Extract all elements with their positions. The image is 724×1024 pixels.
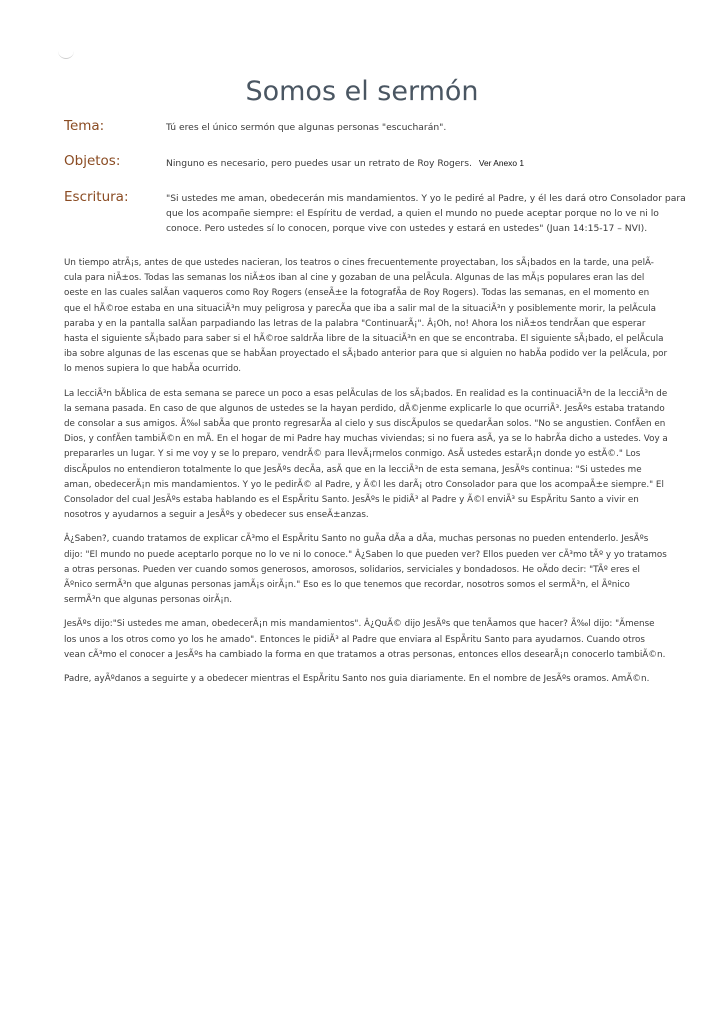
escritura-value: "Si ustedes me aman, obedecerán mis mandamientos. Y yo le pediré al Padre, y él les dará otro Consolador para que los acompañe siempre: el Espíritu de verdad, a quien el mundo no puede aceptar porque no lo ve ni lo conoce. Pero ustedes sí lo conocen, porque vive con ustedes y estará en ustedes" (Juan 14:15-17 – NVI). bbox=[166, 193, 686, 234]
escritura-label: Escritura: bbox=[64, 189, 129, 205]
paragraph: JesÃºs dijo:"Si ustedes me aman, obedecerÃ¡n mis mandamientos". Â¿QuÃ© dijo JesÃºs que tenÃamos que hacer? Ã‰l dijo: "Ãmense los unos a los otros como yo los he amado". Entonces le pidiÃ³ al Padre que enviara al EspÃritu Santo para ayudarnos. Cuando otros vean cÃ³mo el conocer a JesÃºs ha cambiado la forma en que tratamos a otras personas, entonces ellos desearÃ¡n conocerlo tambiÃ©n. bbox=[64, 619, 666, 660]
tema-label: Tema: bbox=[64, 118, 105, 134]
objetos-row bbox=[166, 156, 686, 171]
paragraph: Padre, ayÃºdanos a seguirte y a obedecer mientras el EspÃritu Santo nos guia diariamente. En el nombre de JesÃºs oramos. AmÃ©n. bbox=[64, 674, 650, 685]
paragraph: Â¿Saben?, cuando tratamos de explicar cÃ³mo el EspÃritu Santo no guÃa dÃa a dÃa, muchas personas no pueden entenderlo. JesÃºs dijo: "El mundo no puede aceptarlo porque no lo ve ni lo conoce." Â¿Saben lo que pueden ver? Ellos pueden ver cÃ³mo tÃº y yo tratamos a otras personas. Pueden ver cuando somos generosos, amorosos, solidarios, serviciales y bondadosos. He oÃdo decir: "TÃº eres el Ãºnico sermÃ³n que algunas personas jamÃ¡s oirÃ¡n." Eso es lo que tenemos que recordar, nosotros somos el sermÃ³n, el Ãºnico sermÃ³n que algunas personas oirÃ¡n. bbox=[64, 534, 667, 606]
objetos-value: Ninguno es necesario, pero puedes usar un retrato de Roy Rogers. bbox=[166, 158, 472, 169]
tema-value: Tú eres el único sermón que algunas personas "escucharán". bbox=[166, 122, 447, 133]
paragraph: La lecciÃ³n bÃblica de esta semana se parece un poco a esas pelÃculas de los sÃ¡bados. En realidad es la continuaciÃ³n de la lecciÃ³n de la semana pasada. En caso de que algunos de ustedes se la hayan perdido, dÃ©jenme explicarle lo que ocurriÃ³. JesÃºs estaba tratando de consolar a sus amigos. Ã‰l sabÃa que pronto regresarÃa al cielo y sus discÃpulos se quedarÃan solos. "No se angustien. ConfÃen en Dios, y confÃen tambiÃ©n en mÃ. En el hogar de mi Padre hay muchas viviendas; si no fuera asÃ, ya se lo habrÃa dicho a ustedes. Voy a prepararles un lugar. Y si me voy y se lo preparo, vendrÃ© para llevÃ¡rmelos conmigo. AsÃ ustedes estarÃ¡n donde yo estÃ©." Los discÃpulos no entendieron totalmente lo que JesÃºs decÃa, asÃ que en la lecciÃ³n de esta semana, JesÃºs continua: "Si ustedes me aman, obedecerÃ¡n mis mandamientos. Y yo le pedirÃ© al Padre, y Ã©l les darÃ¡ otro Consolador para que los acompaÃ±e siempre." El Consolador del cual JesÃºs estaba hablando es el EspÃritu Santo. JesÃºs le pidiÃ³ al Padre y Ã©l enviÃ³ su EspÃritu Santo a vivir en nosotros y ayudarnos a seguir a JesÃºs y obedecer sus enseÃ±anzas. bbox=[64, 388, 668, 521]
corner-mark bbox=[58, 50, 74, 59]
objetos-label: Objetos: bbox=[64, 153, 121, 169]
paragraph: Un tiempo atrÃ¡s, antes de que ustedes nacieran, los teatros o cines frecuentemente proyectaban, los sÃ¡bados en la tarde, una pelÃ-cula para niÃ±os. Todas las semanas los niÃ±os iban al cine y gozaban de una pelÃcula. Algunas de las mÃ¡s populares eran las del oeste en las cuales salÃan vaqueros como Roy Rogers (enseÃ±e la fotografÃa de Roy Rogers). Todas las semanas, en el momento en que el hÃ©roe estaba en una situaciÃ³n muy peligrosa y parecÃa que iba a salir mal de la situaciÃ³n y posiblemente morir, la pelÃcula paraba y en la pantalla salÃan parpadiando las letras de la palabra "ContinuarÃ¡". Â¡Oh, no! Ahora los niÃ±os tendrÃan que esperar hasta el siguiente sÃ¡bado para saber si el hÃ©roe saldrÃa libre de la situaciÃ³n en que se encontraba. El siguiente sÃ¡bado, el pelÃcula iba sobre algunas de las escenas que se habÃan proyectado el sÃ¡bado anterior para que si alguien no habÃa podido ver la pelÃcula, por lo menos supiera lo que habÃa ocurrido. bbox=[64, 258, 668, 375]
body-text bbox=[64, 256, 668, 696]
page-title: Somos el sermón bbox=[245, 76, 479, 107]
annex-reference: Ver Anexo 1 bbox=[478, 158, 525, 168]
